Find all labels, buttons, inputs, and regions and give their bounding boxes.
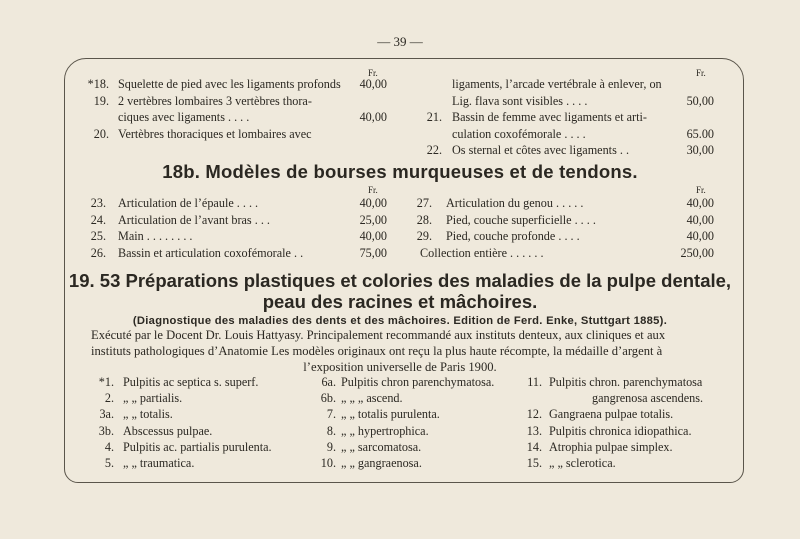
item-text: „ „ partialis. [123, 391, 183, 406]
item-number: 14. [526, 439, 542, 454]
item-number: 12. [526, 407, 542, 422]
currency-label: Fr. [368, 68, 378, 78]
item-number: 2. [104, 391, 114, 406]
currency-label: Fr. [368, 185, 378, 195]
item-text: ligaments, l’arcade vertébrale à enlever, on [452, 77, 662, 91]
item-text: gangrenosa ascendens. [592, 391, 703, 406]
item-price: 30,00 [686, 143, 714, 157]
item-text: Pulpitis chronica idiopathica. [549, 423, 692, 438]
item-text: Articulation du genou . . . . . [446, 196, 584, 210]
section-19-title: 19. 53 Préparations plastiques et colories des maladies de la pulpe dentale, [68, 270, 732, 291]
item-number: 21. [426, 110, 442, 124]
item-text: „ „ totalis. [123, 407, 173, 422]
item-number: 23. [90, 196, 106, 210]
item-price: 65.00 [686, 126, 714, 141]
section-18b-title: 18b. Modèles de bourses murqueuses et de tendons. [162, 161, 638, 182]
item-text: „ „ totalis purulenta. [341, 407, 440, 422]
item-text: ciques avec ligaments . . . . [118, 110, 250, 124]
item-number: 20. [93, 126, 109, 141]
item-price: 75,00 [359, 245, 387, 260]
item-text: Pulpitis ac. partialis purulenta. [123, 439, 272, 454]
currency-label: Fr. [696, 68, 706, 78]
item-text: „ „ traumatica. [123, 456, 195, 470]
item-price: 40,00 [686, 229, 714, 243]
item-text: Gangraena pulpae totalis. [549, 407, 674, 422]
item-text: „ „ sarcomatosa. [341, 439, 422, 454]
item-number: 11. [527, 375, 542, 389]
item-number: 9. [326, 439, 336, 454]
item-number: *18. [87, 77, 109, 91]
item-text: 2 vertèbres lombaires 3 vertèbres thora- [118, 93, 312, 108]
item-number: 19. [93, 93, 109, 108]
item-text: Vertèbres thoraciques et lombaires avec [118, 126, 312, 141]
section-19-title-line2: peau des racines et mâchoires. [262, 291, 538, 312]
item-number: 24. [90, 212, 106, 227]
item-number: 26. [90, 245, 106, 260]
page-number: — 39 — [377, 34, 423, 49]
item-text: Pulpitis ac septica s. superf. [123, 375, 259, 389]
item-text: Bassin de femme avec ligaments et arti- [452, 110, 647, 124]
item-text: „ „ „ ascend. [341, 391, 403, 406]
item-price: 250,00 [680, 245, 714, 260]
item-text: Articulation de l’avant bras . . . [118, 212, 270, 227]
item-number: 28. [416, 212, 432, 227]
item-text: Pulpitis chron parenchymatosa. [341, 375, 495, 389]
item-text: Articulation de l’épaule . . . . [118, 196, 259, 210]
item-number: 29. [416, 229, 432, 243]
item-price: 25,00 [359, 212, 387, 227]
item-price: 40,00 [359, 110, 387, 124]
item-number: 3b. [98, 423, 114, 438]
item-number: 15. [526, 456, 542, 470]
item-number: 22. [426, 143, 442, 157]
section-19-paragraph: l’exposition universelle de Paris 1900. [303, 360, 497, 374]
item-number: 3a. [99, 407, 114, 422]
item-text: Os sternal et côtes avec ligaments . . [452, 143, 629, 157]
item-price: 40,00 [359, 77, 387, 91]
item-number: 6a. [321, 375, 336, 389]
item-text: Squelette de pied avec les ligaments profonds [118, 77, 341, 91]
item-price: 40,00 [359, 229, 387, 243]
item-text: „ „ gangraenosa. [341, 456, 422, 470]
item-text: Atrophia pulpae simplex. [549, 439, 673, 454]
item-number: 13. [526, 423, 542, 438]
item-text: Pulpitis chron. parenchymatosa [549, 375, 703, 389]
item-number: 7. [326, 407, 336, 422]
item-number: 5. [104, 456, 114, 470]
item-text: Abscessus pulpae. [123, 423, 213, 438]
item-number: *1. [98, 375, 114, 389]
item-number: 27. [416, 196, 432, 210]
item-price: 40,00 [359, 196, 387, 210]
item-number: 8. [326, 423, 336, 438]
item-price: 40,00 [686, 212, 714, 227]
currency-label: Fr. [696, 185, 706, 195]
section-19-paragraph: instituts pathologiques d’Anatomie Les modèles originaux ont reçu la plus haute récompte, la médaille d’argent à [91, 344, 663, 358]
section-19-paragraph: Exécuté par le Docent Dr. Louis Hattyasy. Principalement recommandé aux instituts denteux, aux cliniques et aux [91, 328, 666, 342]
item-price: 50,00 [686, 93, 714, 108]
item-text: Pied, couche superficielle . . . . [446, 212, 596, 227]
item-text: Collection entière . . . . . . [420, 245, 544, 260]
item-text: Main . . . . . . . . [118, 229, 193, 243]
item-text: „ „ hypertrophica. [341, 423, 429, 438]
item-number: 10. [320, 456, 336, 470]
item-text: Pied, couche profonde . . . . [446, 229, 580, 243]
item-text: Bassin et articulation coxofémorale . . [118, 245, 304, 260]
item-text: culation coxofémorale . . . . [452, 126, 586, 141]
item-number: 4. [104, 439, 114, 454]
item-text: Lig. flava sont visibles . . . . [452, 93, 588, 108]
item-price: 40,00 [686, 196, 714, 210]
item-text: „ „ sclerotica. [549, 456, 616, 470]
section-19-subtitle: (Diagnostique des maladies des dents et des mâchoires. Edition de Ferd. Enke, Stuttgart 1885). [132, 315, 668, 327]
item-number: 25. [90, 229, 106, 243]
item-number: 6b. [320, 391, 336, 406]
